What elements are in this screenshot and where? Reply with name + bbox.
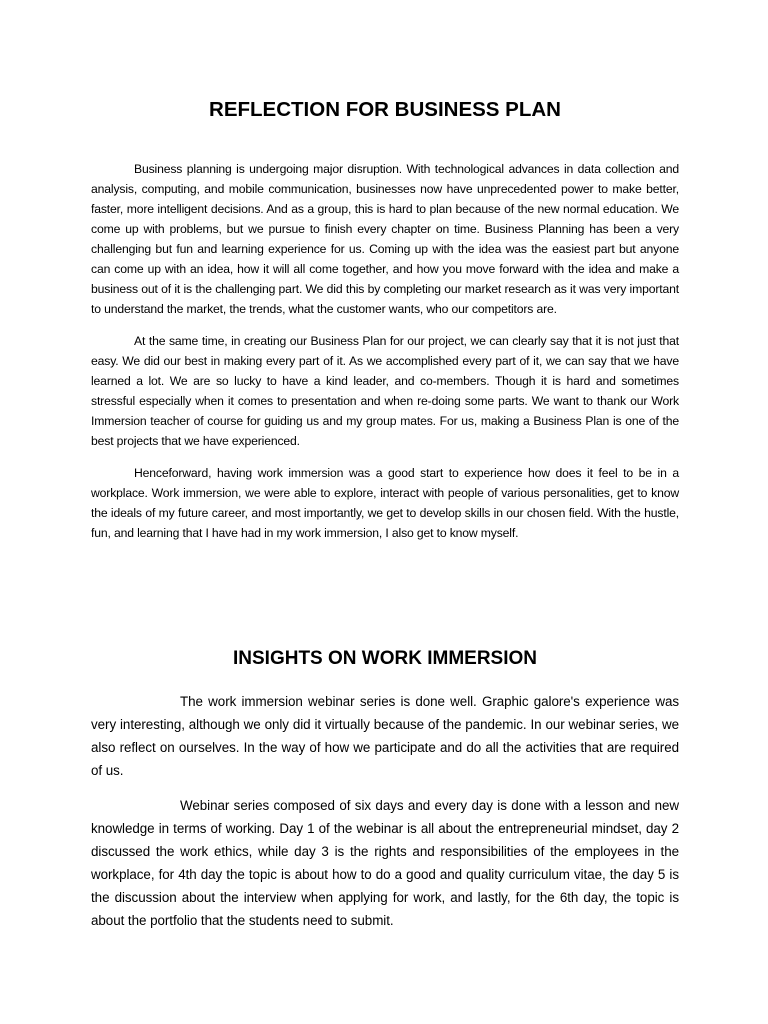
insights-title: INSIGHTS ON WORK IMMERSION — [233, 648, 537, 669]
reflection-section — [91, 96, 679, 555]
reflection-paragraph-1: Business planning is undergoing major disruption. With technological advances in data collection and analysis, computing, and mobile communication, businesses now have unprecedented power to make better, faster, more intelligent decisions. And as a group, this is hard to plan because of the new normal education. We come up with problems, but we pursue to finish every chapter on time. Business Planning has been a very challenging but fun and learning experience for us. Coming up with the idea was the easiest part but anyone can come up with an idea, how it will all come together, and how you move forward with the idea and make a business out of it is the challenging part. We did this by completing our market research as it was very important to understand the market, the trends, what the customer wants, who our competitors are. — [91, 162, 679, 316]
insights-section — [91, 646, 679, 944]
reflection-title: REFLECTION FOR BUSINESS PLAN — [209, 98, 561, 121]
insights-paragraph-1: The work immersion webinar series is done well. Graphic galore's experience was very interesting, although we only did it virtually because of the pandemic. In our webinar series, we also reflect on ourselves. In the way of how we participate and do all the activities that are required of us. — [91, 694, 679, 778]
reflection-paragraph-2: At the same time, in creating our Business Plan for our project, we can clearly say that it is not just that easy. We did our best in making every part of it. As we accomplished every part of it, we can say that we have learned a lot. We are so lucky to have a kind leader, and co-members. Though it is hard and sometimes stressful especially when it comes to presentation and when re-doing some parts. We want to thank our Work Immersion teacher of course for guiding us and my group mates. For us, making a Business Plan is one of the best projects that we have experienced. — [91, 334, 679, 448]
insights-paragraph-2: Webinar series composed of six days and every day is done with a lesson and new knowledge in terms of working. Day 1 of the webinar is all about the entrepreneurial mindset, day 2 discussed the work ethics, while day 3 is the rights and responsibilities of the employees in the workplace, for 4th day the topic is about how to do a good and quality curriculum vitae, the day 5 is the discussion about the interview when applying for work, and lastly, for the 6th day, the topic is about the portfolio that the students need to submit. — [91, 798, 679, 928]
reflection-paragraph-3: Henceforward, having work immersion was a good start to experience how does it feel to be in a workplace. Work immersion, we were able to explore, interact with people of various personalities, get to know the ideals of my future career, and most importantly, we get to develop skills in our chosen field. With the hustle, fun, and learning that I have had in my work immersion, I also get to know myself. — [91, 466, 679, 540]
